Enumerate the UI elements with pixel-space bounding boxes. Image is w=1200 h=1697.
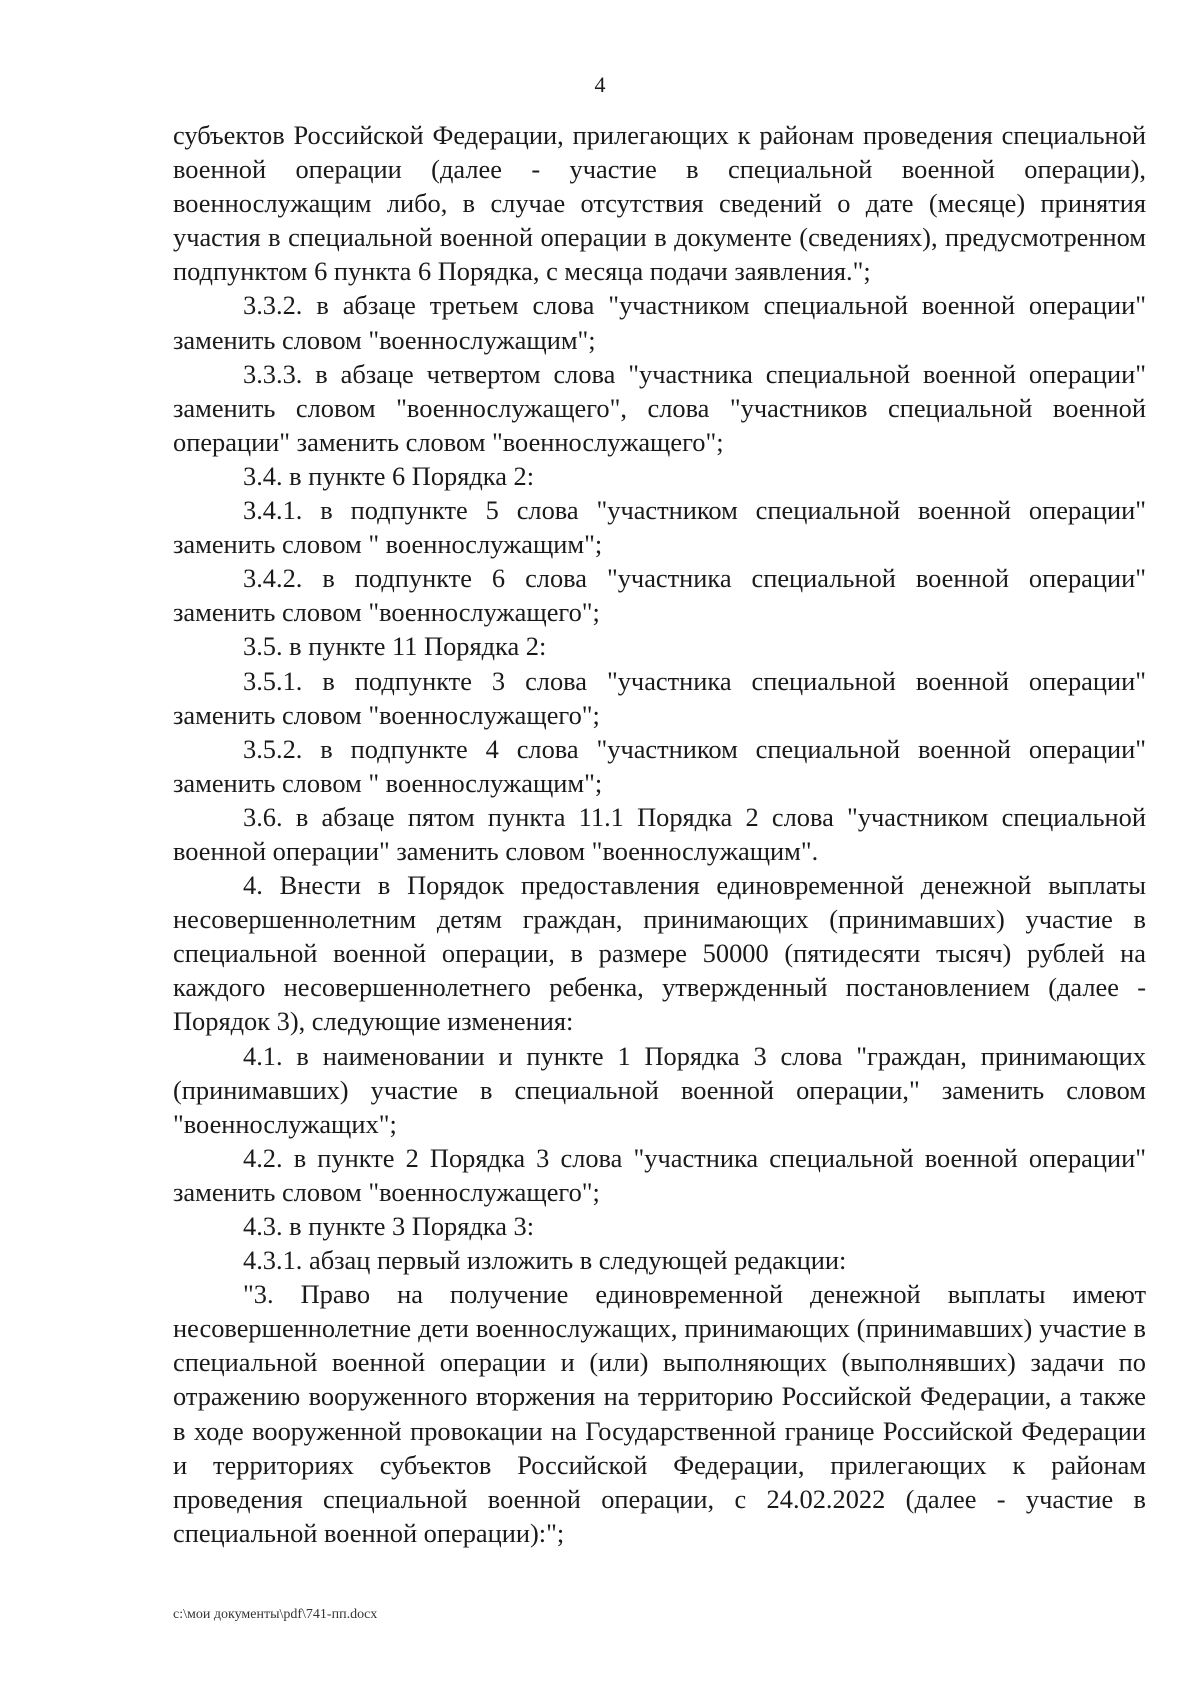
paragraph-3-6: 3.6. в абзаце пятом пункта 11.1 Порядка 2 слова "участником специальной военной операции" заменить словом "военнослужащим".: [173, 801, 1146, 866]
paragraph-4-3: 4.3. в пункте 3 Порядка 3:: [243, 1211, 535, 1241]
paragraph-4: 4. Внести в Порядок предоставления единовременной денежной выплаты несовершеннолетним детям граждан, принимающих (принимавших) участие в специальной военной операции, в размере 50000 (пятидесяти тысяч) рублей на каждого несовершеннолетнего ребенка, утвержденный постановлением (далее - Порядок 3), следующие изменения:: [173, 870, 1146, 1037]
paragraph-4-2: 4.2. в пункте 2 Порядка 3 слова "участника специальной военной операции" заменить словом "военнослужащего";: [173, 1142, 1146, 1207]
paragraph-3-5: 3.5. в пункте 11 Порядка 2:: [243, 631, 547, 662]
paragraph-3-3-3: 3.3.3. в абзаце четвертом слова "участника специальной военной операции" заменить словом "военнослужащего", слова "участников специальной военной операции" заменить словом "военнослужащего";: [173, 358, 1146, 457]
paragraph-3-5-2: 3.5.2. в подпункте 4 слова "участником специальной военной операции" заменить словом " военнослужащим";: [173, 733, 1146, 798]
paragraph-3-3-2: 3.3.2. в абзаце третьем слова "участником специальной военной операции" заменить словом "военнослужащим";: [173, 290, 1146, 355]
paragraph-3-5-1: 3.5.1. в подпункте 3 слова "участника специальной военной операции" заменить словом "военнослужащего";: [173, 665, 1146, 730]
page-number: 4: [594, 72, 606, 97]
paragraph-quoted-3: "3. Право на получение единовременной денежной выплаты имеют несовершеннолетние дети военнослужащих, принимающих (принимавших) участие в специальной военной операции и (или) выполняющих (выполнявших) задачи по отражению вооруженного вторжения на территорию Российской Федерации, а также в ходе вооруженной провокации на Государственной границе Российской Федерации и территориях субъектов Российской Федерации, прилегающих к районам проведения специальной военной операции, с 24.02.2022 (далее - участие в специальной военной операции):";: [173, 1279, 1146, 1548]
document-body: [173, 118, 1146, 1550]
paragraph-continuation: субъектов Российской Федерации, прилегающих к районам проведения специальной военной операции (далее - участие в специальной военной операции), военнослужащим либо, в случае отсутствия сведений о дате (месяце) принятия участия в специальной военной операции в документе (сведениях), предусмотренном подпунктом 6 пункта 6 Порядка, с месяца подачи заявления.";: [173, 120, 1146, 287]
paragraph-3-4-1: 3.4.1. в подпункте 5 слова "участником специальной военной операции" заменить словом " военнослужащим";: [173, 495, 1146, 560]
paragraph-3-4-2: 3.4.2. в подпункте 6 слова "участника специальной военной операции" заменить словом "военнослужащего";: [173, 563, 1146, 628]
paragraph-3-4: 3.4. в пункте 6 Порядка 2:: [243, 460, 535, 491]
paragraph-4-1: 4.1. в наименовании и пункте 1 Порядка 3 слова "граждан, принимающих (принимавших) участие в специальной военной операции," заменить словом "военнослужащих";: [173, 1040, 1146, 1139]
file-path-footer: c:\мои документы\pdf\741-пп.docx: [173, 1607, 378, 1622]
paragraph-4-3-1: 4.3.1. абзац первый изложить в следующей редакции:: [243, 1245, 847, 1276]
